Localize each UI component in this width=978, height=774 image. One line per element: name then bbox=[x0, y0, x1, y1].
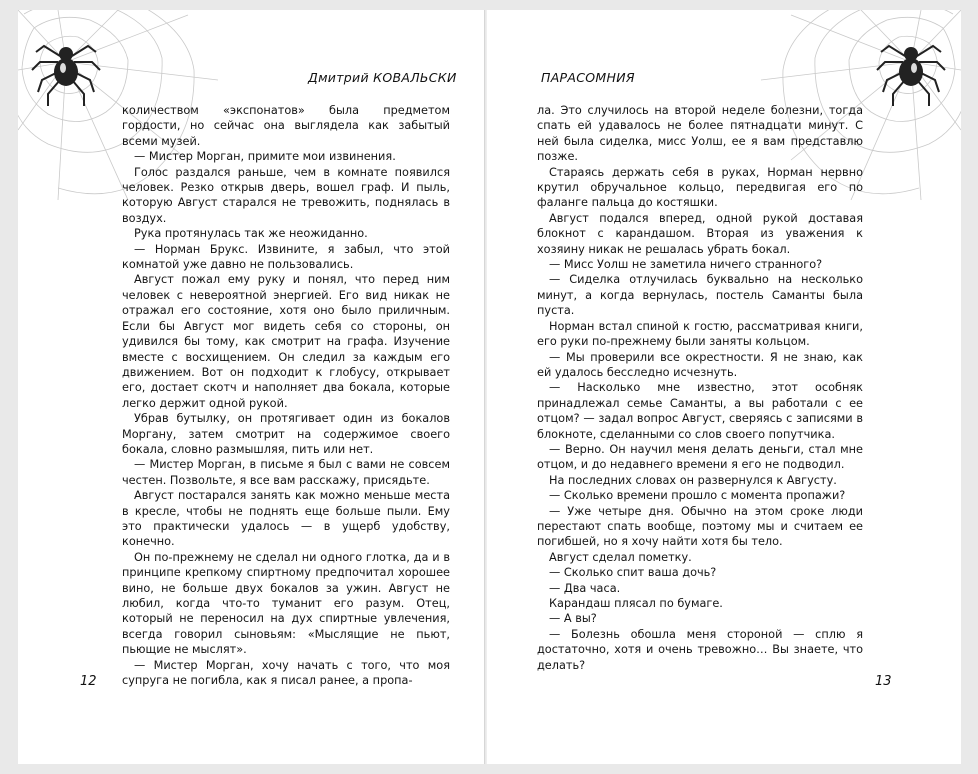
paragraph: — Сколько спит ваша дочь? bbox=[549, 566, 717, 580]
paragraph: Голос раздался раньше, чем в комнате появился человек. Резко открыв дверь, вошел граф. И пыль, которую Август старался не тревожить, поднялась в воздух. bbox=[122, 165, 450, 225]
paragraph: — Сколько времени прошло с момента пропажи? bbox=[549, 489, 846, 503]
running-head: ПАРАСОМНИЯ bbox=[541, 70, 635, 85]
paragraph: Норман встал спиной к гостю, рассматривая книги, его руки по-прежнему были заняты кольцом. bbox=[537, 319, 863, 349]
body-text bbox=[537, 103, 863, 673]
paragraph: — Мистер Морган, хочу начать с того, что моя супруга не погибла, как я писал ранее, а пропа- bbox=[122, 658, 450, 688]
paragraph: На последних словах он развернулся к Августу. bbox=[549, 473, 837, 487]
paragraph: — Сиделка отлучилась буквально на несколько минут, а когда вернулась, постель Саманты была пуста. bbox=[537, 273, 863, 318]
left-page bbox=[18, 10, 485, 764]
paragraph: — Мистер Морган, в письме я был с вами не совсем честен. Позвольте, я все вам расскажу, присядьте. bbox=[122, 458, 450, 487]
paragraph: — А вы? bbox=[549, 612, 597, 626]
paragraph: Стараясь держать себя в руках, Норман нервно крутил обручальное кольцо, передвигая его по фаланге пальца до костяшки. bbox=[537, 165, 863, 210]
paragraph: Карандаш плясал по бумаге. bbox=[549, 597, 723, 610]
paragraph: ла. Это случилось на второй неделе болезни, тогда спать ей удавалось не более пятнадцати минут. С ней была сиделка, мисс Уолш, ее я вам представлю позже. bbox=[537, 104, 863, 164]
paragraph: Август сделал пометку. bbox=[549, 550, 692, 564]
spider bbox=[877, 46, 945, 106]
paragraph: Рука протянулась так же неожиданно. bbox=[134, 227, 368, 241]
paragraph: Убрав бутылку, он протягивает один из бокалов Моргану, затем смотрит на содержимое своего бокала, словно размышляя, пить или нет. bbox=[122, 412, 450, 456]
spider bbox=[32, 46, 100, 106]
paragraph: — Насколько мне известно, этот особняк принадлежал семье Саманты, а вы работали с ее отцом? — задал вопрос Август, сверяясь с записями в блокноте, сделанными со слов своего попутчика. bbox=[537, 381, 863, 441]
paragraph: — Уже четыре дня. Обычно на этом сроке люди перестают спать вообще, поэтому мы и считаем ее погибшей, но я хочу найти хотя бы тело. bbox=[537, 504, 863, 549]
paragraph: количеством «экспонатов» была предметом гордости, но сейчас она выглядела как забытый всеми музей. bbox=[122, 104, 450, 148]
paragraph: — Верно. Он научил меня делать деньги, стал мне отцом, и до недавнего времени я его не подводил. bbox=[537, 442, 863, 472]
paragraph: Август подался вперед, одной рукой доставая блокнот с карандашом. Вторая из уважения к хозяину никак не решалась убрать бокал. bbox=[537, 211, 863, 256]
paragraph: — Мисс Уолш не заметила ничего странного? bbox=[549, 258, 823, 272]
paragraph: Август пожал ему руку и понял, что перед ним человек с невероятной энергией. Его вид никак не отражал его состояние, хотя оно было приличным. Если бы Август мог видеть себя со стороны, он удивился бы тому, как смотрит на графа. Изучение вместе с восхищением. Он следил за каждым его движением. Вот он подходит к глобусу, открывает его, достает скотч и наполняет два бокала, которые легко держит одной рукой. bbox=[122, 273, 450, 410]
paragraph: — Норман Брукс. Извините, я забыл, что этой комнатой уже давно не пользовались. bbox=[122, 242, 450, 272]
paragraph: Он по-прежнему не сделал ни одного глотка, да и в принципе крепкому спиртному предпочитал хорошее вино, не больше двух бокалов за ужин. Август не любил, когда что-то туманит его разум. Отец, который не переносил на дух спиртные увлечения, всегда говорил сыновьям: «Мыслящие не пьют, пьющие не мыслят». bbox=[122, 550, 450, 657]
paragraph: — Мистер Морган, примите мои извинения. bbox=[134, 150, 396, 164]
page-number: 13 bbox=[875, 674, 892, 689]
right-page bbox=[486, 10, 961, 764]
paragraph: — Два часа. bbox=[549, 581, 621, 595]
paragraph: — Болезнь обошла меня стороной — сплю я достаточно, хотя и очень тревожно… Вы знаете, что делать? bbox=[537, 627, 863, 672]
paragraph: — Мы проверили все окрестности. Я не знаю, как ей удалось бесследно исчезнуть. bbox=[537, 350, 863, 379]
body-text bbox=[122, 103, 450, 688]
paragraph: Август постарался занять как можно меньше места в кресле, чтобы не поднять еще больше пыли. Ему это практически удалось — в ущерб удобству, конечно. bbox=[122, 489, 450, 549]
page-number: 12 bbox=[80, 674, 97, 689]
running-head: Дмитрий КОВАЛЬСКИ bbox=[308, 70, 457, 85]
